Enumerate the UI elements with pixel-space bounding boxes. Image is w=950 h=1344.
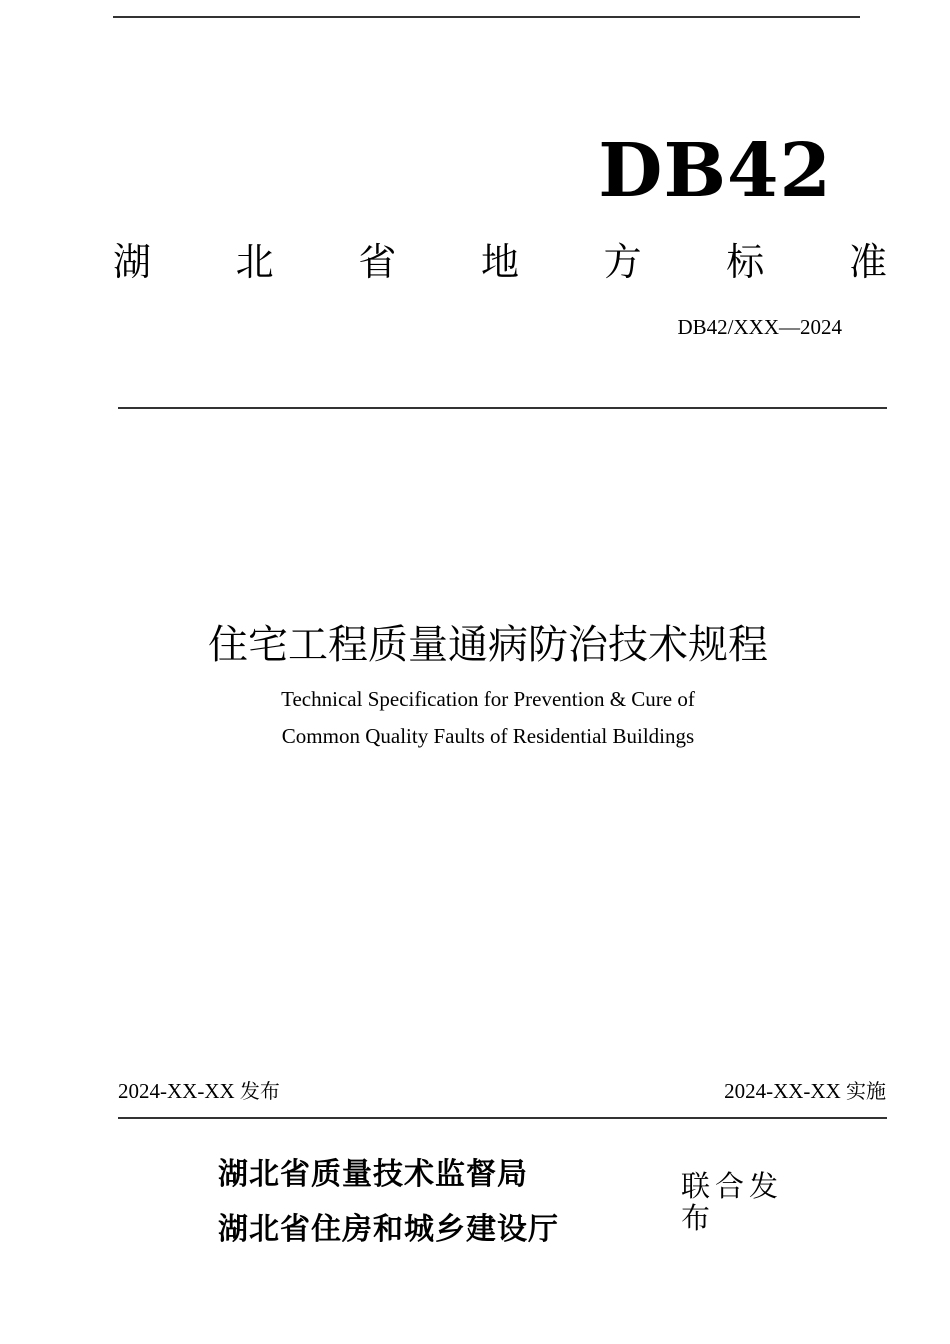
standard-number: DB42/XXX—2024 (677, 315, 842, 339)
publish-date-label: 发布 (239, 1079, 280, 1103)
implement-date-value: 2024-XX-XX (724, 1079, 841, 1103)
publish-date-value: 2024-XX-XX (118, 1079, 235, 1103)
standard-type-char: 准 (848, 240, 887, 284)
issuing-org-2: 湖北省住房和城乡建设厅 (218, 1212, 559, 1247)
publish-date (118, 1077, 280, 1105)
standard-type-heading (113, 236, 887, 288)
issuing-org-1: 湖北省质量技术监督局 (218, 1157, 528, 1192)
standard-type-char: 北 (235, 240, 274, 284)
standard-type-char: 省 (358, 240, 397, 284)
document-title-en-line2: Common Quality Faults of Residential Buildings (281, 724, 695, 748)
top-divider (113, 16, 860, 18)
implement-date (724, 1077, 886, 1105)
standard-type-char: 标 (726, 240, 765, 284)
document-title-cn: 住宅工程质量通病防治技术规程 (208, 622, 768, 668)
footer-divider (118, 1117, 887, 1119)
implement-date-label: 实施 (846, 1079, 886, 1103)
standard-type-char: 地 (480, 240, 519, 284)
joint-issue-label: 联合发布 (681, 1169, 784, 1235)
header-divider (118, 407, 887, 409)
standard-type-char: 方 (603, 240, 642, 284)
document-title-en-line1: Technical Specification for Prevention & Cure of (281, 687, 695, 711)
standard-code: DB42 (598, 128, 832, 214)
standard-type-char: 湖 (113, 240, 152, 284)
